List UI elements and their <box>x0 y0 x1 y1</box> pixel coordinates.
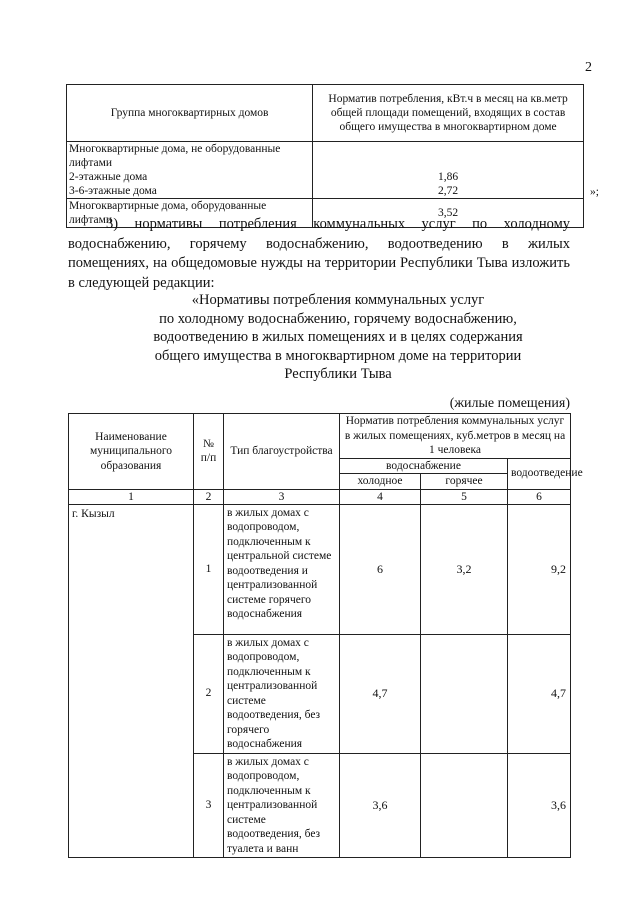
title-line: «Нормативы потребления коммунальных услуг <box>191 292 485 308</box>
row-number: 2 <box>194 634 224 753</box>
column-numbers-row <box>69 489 571 504</box>
row-label: Многоквартирные дома, не оборудованные лифтами <box>67 142 313 171</box>
column-number: 5 <box>421 489 508 504</box>
row-cold: 6 <box>340 504 421 634</box>
header-drainage: водоотведение <box>508 458 571 489</box>
table-row <box>67 184 584 199</box>
header-number: № п/п <box>194 414 224 490</box>
title-line: водоотведению в жилых помещениях и в целях содержания <box>153 329 523 345</box>
row-hot: 3,2 <box>421 504 508 634</box>
page-number: 2 <box>585 60 592 75</box>
header-group: Группа многоквартирных домов <box>67 85 313 142</box>
closing-quote: »; <box>590 186 599 198</box>
row-label: 2-этажные дома <box>67 170 313 184</box>
row-drainage: 9,2 <box>508 504 571 634</box>
column-number: 4 <box>340 489 421 504</box>
table-row <box>67 142 584 171</box>
header-hot: горячее <box>421 474 508 490</box>
header-municipality: Наименование муниципального образования <box>69 414 194 490</box>
row-value <box>313 142 584 171</box>
row-value: 3,52 <box>313 199 584 228</box>
section-title <box>100 291 576 384</box>
table-row <box>69 504 571 634</box>
column-number: 1 <box>69 489 194 504</box>
row-label: 3-6-этажные дома <box>67 184 313 199</box>
table-header-row <box>67 85 584 142</box>
row-label: Многоквартирные дома, оборудованные лифтами <box>67 199 313 228</box>
row-number: 1 <box>194 504 224 634</box>
column-number: 2 <box>194 489 224 504</box>
table-row <box>67 170 584 184</box>
header-water-supply: водоснабжение <box>340 458 508 474</box>
row-type: в жилых домах с водопроводом, подключенным к централизованной системе водоотведения, без горячего водоснабжения <box>224 634 340 753</box>
header-norm: Норматив потребления, кВт.ч в месяц на кв.метр общей площади помещений, входящих в состав общего имущества в многоквартирном доме <box>313 85 584 142</box>
row-hot <box>421 753 508 858</box>
row-value: 2,72 <box>313 184 584 199</box>
row-type: в жилых домах с водопроводом, подключенным к центральной системе водоотведения и централизованной системе горячего водоснабжения <box>224 504 340 634</box>
header-cold: холодное <box>340 474 421 490</box>
row-cold: 4,7 <box>340 634 421 753</box>
unit-note: (жилые помещения) <box>449 396 570 411</box>
row-number: 3 <box>194 753 224 858</box>
water-norms-table <box>68 413 583 858</box>
row-type: в жилых домах с водопроводом, подключенным к централизованной системе водоотведения, без туалета и ванн <box>224 753 340 858</box>
column-number: 3 <box>224 489 340 504</box>
row-cold: 3,6 <box>340 753 421 858</box>
title-line: по холодному водоснабжению, горячему водоснабжению, <box>159 310 517 327</box>
header-type: Тип благоустройства <box>224 414 340 490</box>
municipality-cell: г. Кызыл <box>69 504 194 858</box>
row-drainage: 4,7 <box>508 634 571 753</box>
row-hot <box>421 634 508 753</box>
body-paragraph: 3) нормативы потребления коммунальных услуг по холодному водоснабжению, горячему водоснабжению, водоотведению в жилых помещениях, на общедомовые нужды на территории Республики Тыва изложить в следующей редакции: <box>68 216 570 291</box>
header-norm: Норматив потребления коммунальных услуг в жилых помещениях, куб.метров в месяц на 1 человека <box>340 414 571 459</box>
electricity-norms-table <box>66 84 584 228</box>
header-row <box>69 414 571 459</box>
row-value: 1,86 <box>313 170 584 184</box>
title-line: Республики Тыва <box>284 366 392 382</box>
row-drainage: 3,6 <box>508 753 571 858</box>
column-number: 6 <box>508 489 571 504</box>
title-line: общего имущества в многоквартирном доме на территории <box>154 347 522 364</box>
